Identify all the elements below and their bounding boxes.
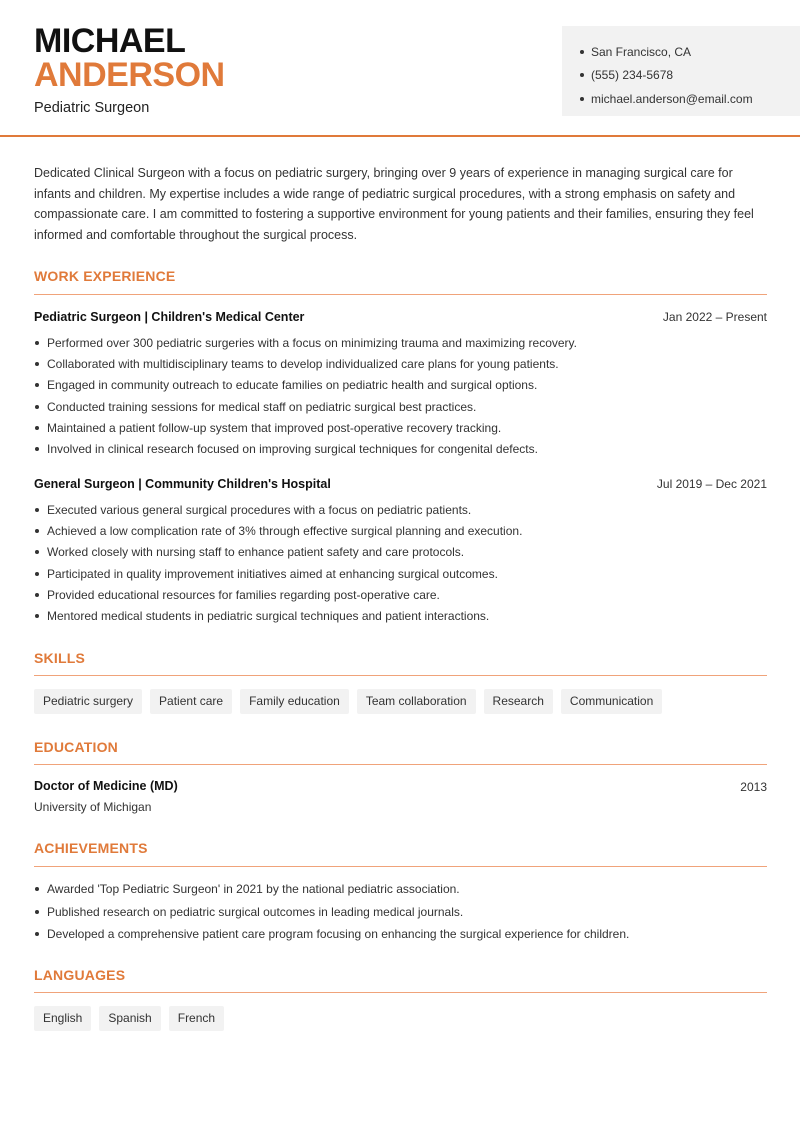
list-item-text: Mentored medical students in pediatric surgical techniques and patient interactions.: [47, 609, 490, 624]
section-title-work: WORK EXPERIENCE: [34, 268, 176, 284]
bullet-icon: [35, 426, 39, 430]
bullet-icon: [35, 887, 39, 891]
resume-header: [0, 0, 800, 137]
list-item-text: Collaborated with multidisciplinary teams to develop individualized care plans for young patients.: [47, 356, 559, 371]
section-divider: [34, 675, 767, 676]
list-item-text: Conducted training sessions for medical staff on pediatric surgical best practices.: [47, 399, 477, 414]
job-date: Jul 2019 – Dec 2021: [656, 477, 767, 491]
bullet-icon: [35, 593, 39, 597]
list-item: [34, 520, 767, 541]
bullet-icon: [35, 447, 39, 451]
bullet-icon: [35, 383, 39, 387]
job-role: Pediatric Surgeon | Children's Medical Center: [34, 310, 305, 324]
contact-location: [580, 40, 800, 64]
list-item: [34, 542, 767, 563]
list-item: [34, 901, 767, 924]
section-title-achievements: ACHIEVEMENTS: [34, 840, 148, 856]
contact-location-text: San Francisco, CA: [591, 44, 692, 59]
list-item: [34, 375, 767, 396]
education-degree: Doctor of Medicine (MD): [34, 779, 178, 793]
language-chip: French: [169, 1006, 224, 1031]
list-item: [34, 396, 767, 417]
bullet-icon: [35, 529, 39, 533]
languages-list: [34, 1006, 224, 1031]
job-role: General Surgeon | Community Children's Hospital: [34, 477, 331, 491]
section-divider: [34, 992, 767, 993]
skill-chip: Team collaboration: [357, 689, 476, 714]
contact-phone: [580, 64, 800, 88]
list-item: [34, 563, 767, 584]
job-header-1: [34, 310, 767, 324]
bullet-icon: [35, 508, 39, 512]
list-item: [34, 417, 767, 438]
job-header-2: [34, 477, 767, 491]
skill-chip: Communication: [561, 689, 662, 714]
achievements-list: [34, 878, 767, 946]
section-title-skills: SKILLS: [34, 650, 85, 666]
skill-chip: Family education: [240, 689, 349, 714]
section-divider: [34, 866, 767, 867]
list-item: [34, 332, 767, 353]
language-chip: English: [34, 1006, 91, 1031]
list-item-text: Participated in quality improvement initiatives aimed at enhancing surgical outcomes.: [47, 566, 498, 581]
list-item: [34, 878, 767, 901]
list-item-text: Involved in clinical research focused on improving surgical techniques for congenital defects.: [47, 442, 538, 457]
education-year: 2013: [740, 780, 767, 794]
job-date: Jan 2022 – Present: [662, 310, 767, 324]
list-item: [34, 353, 767, 374]
bullet-icon: [35, 572, 39, 576]
list-item-text: Worked closely with nursing staff to enhance patient safety and care protocols.: [47, 545, 465, 560]
first-name: MICHAEL: [34, 22, 186, 60]
list-item-text: Maintained a patient follow-up system that improved post-operative recovery tracking.: [47, 420, 502, 435]
list-item: [34, 605, 767, 626]
bullet-icon: [35, 550, 39, 554]
skill-chip: Pediatric surgery: [34, 689, 142, 714]
bullet-icon: [580, 97, 584, 101]
bullet-icon: [35, 614, 39, 618]
list-item-text: Executed various general surgical procedures with a focus on pediatric patients.: [47, 502, 472, 517]
section-divider: [34, 764, 767, 765]
bullet-icon: [35, 910, 39, 914]
contact-box: [562, 26, 800, 116]
bullet-icon: [580, 73, 584, 77]
list-item-text: Performed over 300 pediatric surgeries with a focus on minimizing trauma and maximizing recovery.: [47, 335, 577, 350]
bullet-icon: [35, 341, 39, 345]
language-chip: Spanish: [99, 1006, 160, 1031]
contact-email: [580, 87, 800, 111]
bullet-icon: [35, 362, 39, 366]
job-bullets-1: [34, 332, 767, 460]
job-bullets-2: [34, 499, 767, 627]
education-school: University of Michigan: [34, 800, 152, 814]
list-item-text: Developed a comprehensive patient care program focusing on enhancing the surgical experience for children.: [47, 927, 630, 942]
list-item: [34, 438, 767, 459]
list-item-text: Achieved a low complication rate of 3% through effective surgical planning and execution.: [47, 523, 523, 538]
job-title: Pediatric Surgeon: [34, 100, 150, 116]
list-item-text: Awarded 'Top Pediatric Surgeon' in 2021 by the national pediatric association.: [47, 882, 460, 897]
bullet-icon: [35, 932, 39, 936]
list-item-text: Engaged in community outreach to educate families on pediatric health and surgical options.: [47, 378, 538, 393]
list-item: [34, 584, 767, 605]
list-item: [34, 923, 767, 946]
contact-phone-text: (555) 234-5678: [591, 68, 674, 83]
section-title-education: EDUCATION: [34, 739, 118, 755]
list-item-text: Provided educational resources for families regarding post-operative care.: [47, 587, 440, 602]
skills-list: [34, 689, 662, 714]
bullet-icon: [35, 405, 39, 409]
contact-email-text: michael.anderson@email.com: [591, 91, 753, 106]
list-item-text: Published research on pediatric surgical outcomes in leading medical journals.: [47, 904, 464, 919]
list-item: [34, 499, 767, 520]
skill-chip: Research: [484, 689, 553, 714]
section-title-languages: LANGUAGES: [34, 967, 126, 983]
section-divider: [34, 294, 767, 295]
summary-paragraph: Dedicated Clinical Surgeon with a focus on pediatric surgery, bringing over 9 years of experience in managing surgical care for infants and children. My expertise includes a wide range of pediatric surgical procedures, with a strong emphasis on safety and compassionate care. I am committed to fostering a supportive environment for young patients and their families, ensuring they feel informed and comfortable throughout the surgical process.: [34, 166, 754, 243]
last-name: ANDERSON: [34, 56, 225, 94]
bullet-icon: [580, 50, 584, 54]
skill-chip: Patient care: [150, 689, 232, 714]
